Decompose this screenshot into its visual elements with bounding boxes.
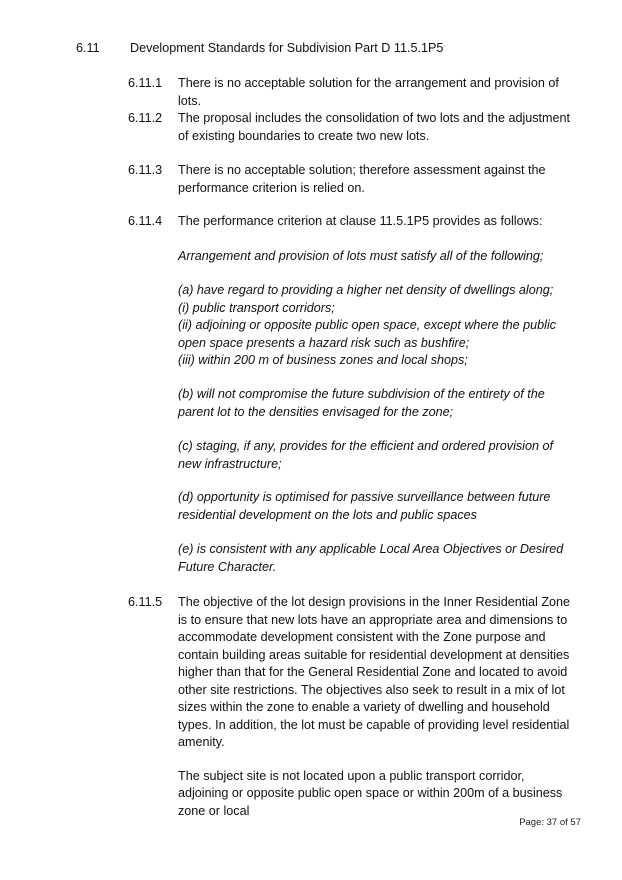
quote-line: (d) opportunity is optimised for passive surveillance between future residential development on the lots and public spaces <box>178 490 551 522</box>
clause-paragraph: The proposal includes the consolidation of two lots and the adjustment of existing boundaries to create two new lots. <box>178 111 571 143</box>
clause-number: 6.11.5 <box>128 595 163 609</box>
quote-line: (i) public transport corridors; <box>178 300 335 315</box>
clause-text <box>178 213 578 231</box>
quote-item-d <box>178 489 578 524</box>
clause-paragraph-continuation: The subject site is not located upon a public transport corridor, adjoining or opposite public open space or within 200m of a business zone or local <box>178 768 563 818</box>
quote-item-b <box>178 386 578 421</box>
page-number: Page: 37 of 57 <box>519 817 581 828</box>
quote-item-a <box>178 282 578 370</box>
quote-line: (iii) within 200 m of business zones and local shops; <box>178 353 468 367</box>
clause-text <box>178 75 578 110</box>
section-number: 6.11 <box>76 41 100 55</box>
quote-line: (c) staging, if any, provides for the efficient and ordered provision of new infrastructure; <box>178 439 553 471</box>
clause-number: 6.11.1 <box>128 76 163 90</box>
quote-line: (e) is consistent with any applicable Local Area Objectives or Desired Future Character. <box>178 542 564 574</box>
quote-line: (b) will not compromise the future subdivision of the entirety of the parent lot to the densities envisaged for the zone; <box>178 387 545 419</box>
clause-number: 6.11.3 <box>128 163 163 177</box>
clause-text <box>178 162 578 197</box>
quote-item-e <box>178 541 578 576</box>
clause-paragraph: The performance criterion at clause 11.5.1P5 provides as follows: <box>178 214 543 228</box>
quote-line: (a) have regard to providing a higher net density of dwellings along; <box>178 283 554 297</box>
section-title: Development Standards for Subdivision Part D 11.5.1P5 <box>130 41 444 55</box>
clause-text <box>178 110 578 145</box>
quote-line: (ii) adjoining or opposite public open space, except where the public open space presents a hazard risk such as bushfire; <box>178 318 557 350</box>
clause-number: 6.11.2 <box>128 111 163 125</box>
clause-text <box>178 594 578 820</box>
clause-paragraph: There is no acceptable solution for the arrangement and provision of lots. <box>178 76 559 108</box>
quote-item-c <box>178 438 578 473</box>
clause-number: 6.11.4 <box>128 214 163 228</box>
clause-paragraph: The objective of the lot design provisions in the Inner Residential Zone is to ensure that new lots have an appropriate area and dimensions to accommodate development consistent with the Zone purpose and contain building areas suitable for residential development at densities higher than that for the General Residential Zone and located to avoid other site restrictions. The objectives also seek to result in a mix of lot sizes within the zone to enable a variety of dwelling and household types. In addition, the lot must be capable of providing level residential amenity. <box>178 595 571 749</box>
quote-intro-text: Arrangement and provision of lots must satisfy all of the following; <box>178 249 544 263</box>
quote-intro <box>178 248 578 266</box>
clause-paragraph: There is no acceptable solution; therefore assessment against the performance criterion is relied on. <box>178 163 546 195</box>
